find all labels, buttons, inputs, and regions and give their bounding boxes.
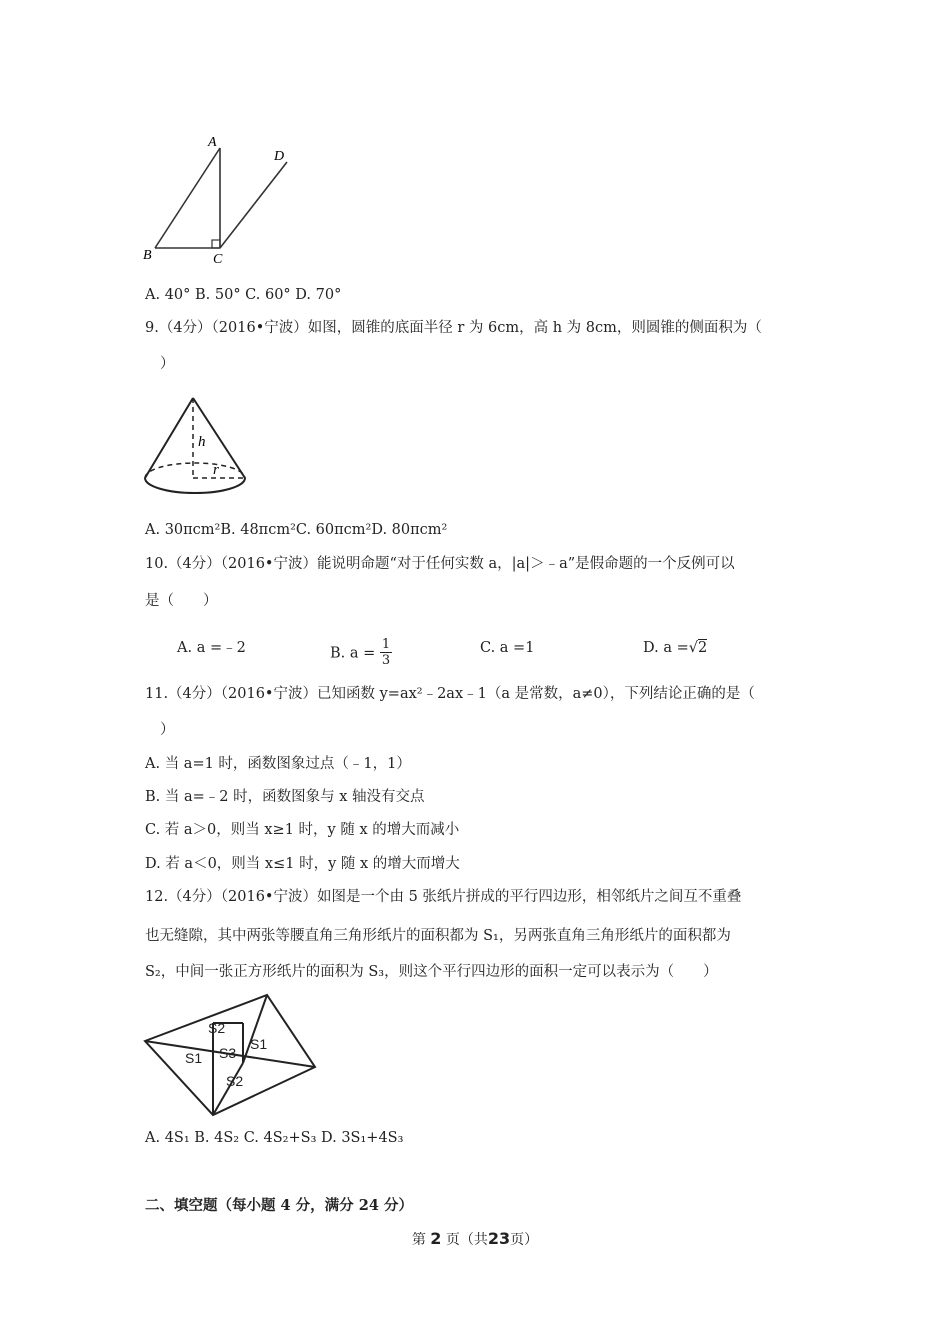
q11-option-c: C. 若 a＞0，则当 x≥1 时，y 随 x 的增大而减小 — [145, 822, 460, 838]
q10-option-b-prefix: B. a = — [330, 645, 376, 662]
q9-stem-line2: ） — [160, 356, 175, 372]
q9-stem-line1: 9.（4分）（2016•宁波）如图，圆锥的底面半径 r 为 6cm，高 h 为 8cm，则圆锥的侧面积为（ — [145, 320, 762, 336]
q11-stem-line2: ） — [160, 722, 175, 738]
footer-middle: 页（共 — [445, 1232, 488, 1248]
label-s1-right: S1 — [250, 1036, 268, 1052]
divider-upper — [243, 995, 267, 1063]
label-s1-left: S1 — [185, 1050, 203, 1066]
label-c: C — [213, 252, 223, 267]
label-s2-bottom: S2 — [226, 1073, 244, 1089]
q10-stem-line2: 是（ ） — [145, 593, 218, 609]
footer-prefix: 第 — [411, 1232, 426, 1248]
q9-options: A. 30πcm²B. 48πcm²C. 60πcm²D. 80πcm² — [145, 522, 448, 538]
numerator: 1 — [381, 637, 391, 652]
label-b: B — [143, 248, 152, 263]
q10-option-d-prefix: D. a = — [643, 640, 689, 656]
page-number: 2 — [430, 1229, 442, 1248]
q12-stem-line3: S₂，中间一张正方形纸片的面积为 S₃，则这个平行四边形的面积一定可以表示为（ ） — [145, 964, 718, 980]
q12-options: A. 4S₁ B. 4S₂ C. 4S₂+S₃ D. 3S₁+4S₃ — [145, 1130, 404, 1146]
section-2-title: 二、填空题（每小题 4 分，满分 24 分） — [145, 1197, 413, 1214]
q11-option-d: D. 若 a＜0，则当 x≤1 时，y 随 x 的增大而增大 — [145, 856, 460, 872]
label-r: r — [213, 462, 219, 478]
label-s2-top: S2 — [208, 1020, 226, 1036]
footer-suffix: 页） — [510, 1232, 539, 1248]
page-total: 23 — [487, 1229, 511, 1248]
q11-option-a: A. 当 a=1 时，函数图象过点（﹣1，1） — [145, 756, 411, 772]
label-s3: S3 — [219, 1045, 237, 1061]
page-footer — [0, 1229, 950, 1249]
q12-stem-line1: 12.（4分）（2016•宁波）如图是一个由 5 张纸片拼成的平行四边形，相邻纸片之间互不重叠 — [145, 889, 742, 905]
q11-option-b: B. 当 a=﹣2 时，函数图象与 x 轴没有交点 — [145, 789, 425, 805]
q10-option-c: C. a =1 — [480, 640, 535, 656]
q10-option-a: A. a =﹣2 — [177, 640, 246, 656]
q12-stem-line2: 也无缝隙，其中两张等腰直角三角形纸片的面积都为 S₁，另两张直角三角形纸片的面积都为 — [145, 928, 731, 944]
q8-options: A. 40° B. 50° C. 60° D. 70° — [145, 287, 342, 303]
sqrt-sign: √ — [688, 640, 698, 656]
label-d: D — [274, 149, 285, 164]
label-a: A — [208, 135, 217, 150]
radicand: 2 — [697, 640, 708, 656]
q10-stem-line1: 10.（4分）（2016•宁波）能说明命题“对于任何实数 a，|a|＞﹣a”是假命题的一个反例可以 — [145, 556, 735, 572]
q11-stem-line1: 11.（4分）（2016•宁波）已知函数 y=ax²﹣2ax﹣1（a 是常数，a≠0），下列结论正确的是（ — [145, 686, 755, 702]
denominator: 3 — [381, 653, 391, 668]
label-h: h — [198, 434, 206, 450]
